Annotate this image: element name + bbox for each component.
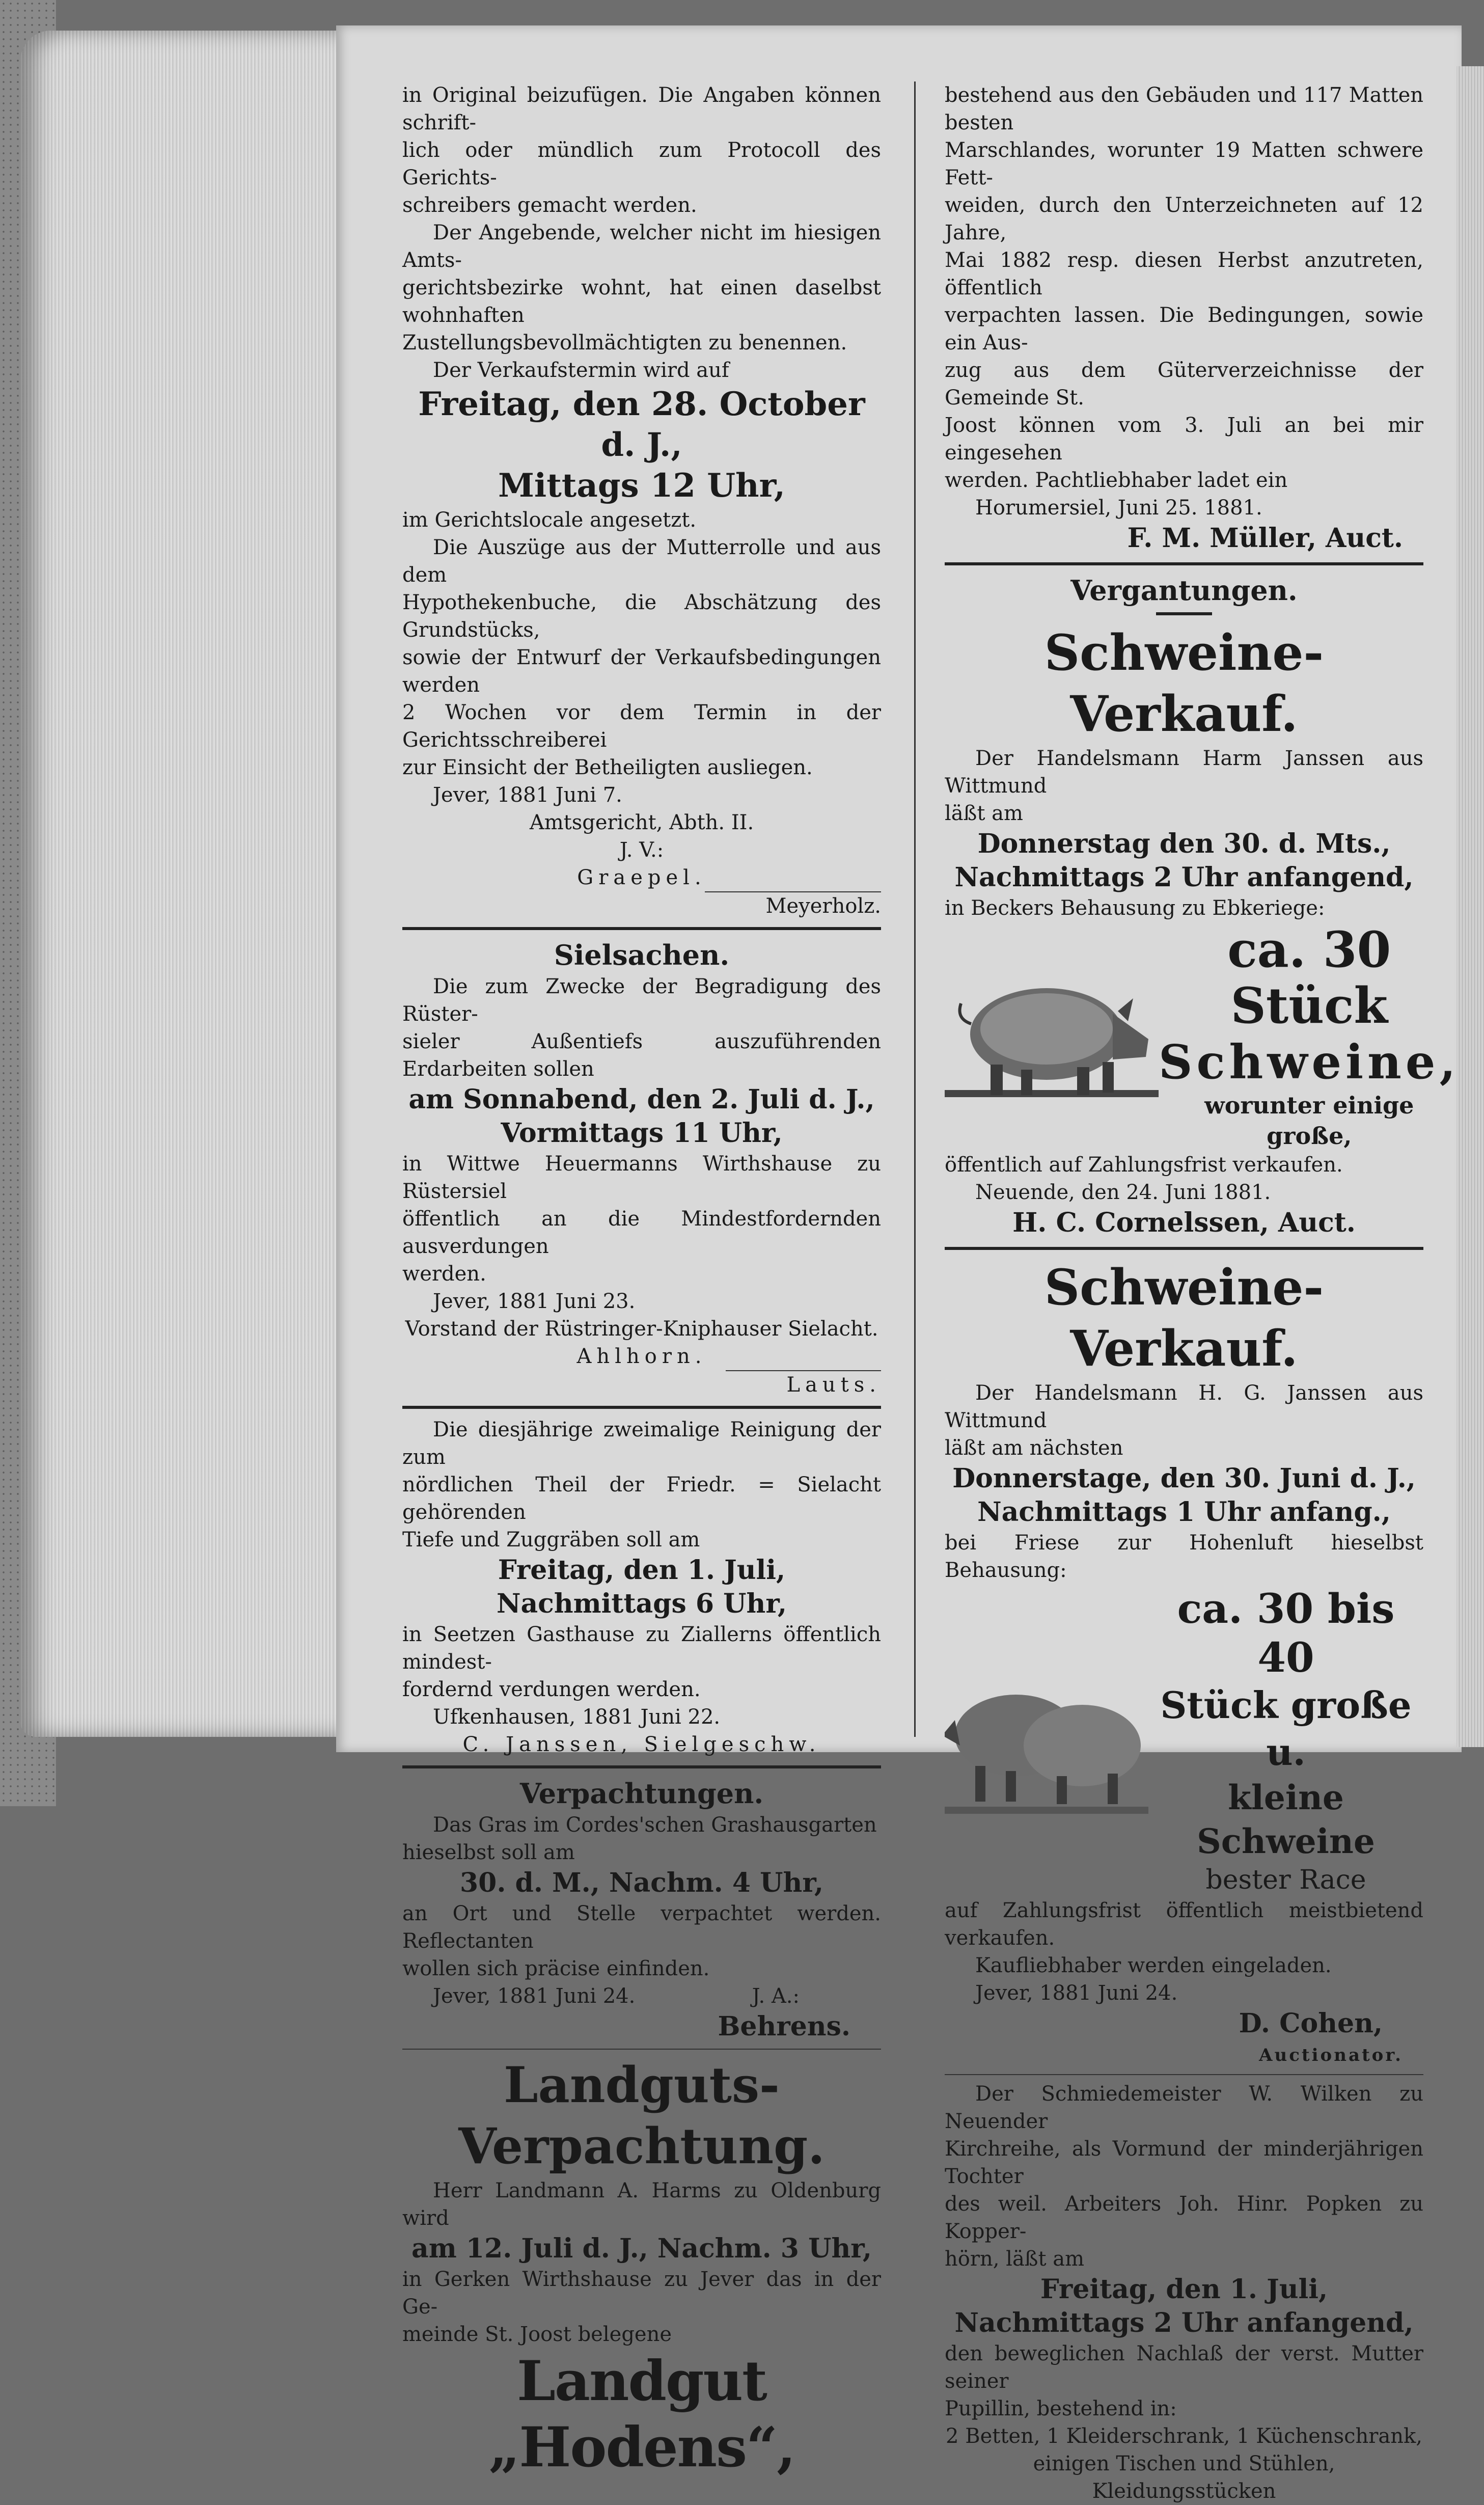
pig-ad-block — [945, 1584, 1423, 1897]
text-line: Die Auszüge aus der Mutterrolle und aus dem — [402, 536, 881, 587]
section-heading: Sielsachen. — [554, 939, 730, 971]
text-line: des weil. Arbeiters Joh. Hinr. Popken zu Kopper- — [945, 2192, 1423, 2243]
text-line: in Seetzen Gasthause zu Ziallerns öffentlich mindest- — [402, 1623, 881, 1674]
location-date: Jever, 1881 Juni 24. — [433, 1984, 636, 2008]
signature: Behrens. — [718, 2011, 850, 2042]
text-line: Marschlandes, worunter 19 Matten schwere Fett- — [945, 139, 1423, 189]
text-line: hörn, läßt am — [945, 2247, 1085, 2271]
pig-kind: Stück große u. — [1160, 1683, 1412, 1774]
text-line: an Ort und Stelle verpachtet werden. Reflectanten — [402, 1902, 881, 1953]
location-date: Jever, 1881 Juni 24. — [975, 1981, 1178, 2005]
divider — [402, 927, 881, 930]
pig-kind: Schweine, — [1159, 1034, 1460, 1090]
text-line: Zustellungsbevollmächtigten zu benennen. — [402, 331, 847, 355]
text-line: zug aus dem Güterverzeichnisse der Gemeinde St. — [945, 359, 1423, 410]
sale-time: Mittags 12 Uhr, — [498, 467, 785, 505]
text-line: in Original beizufügen. Die Angaben können schrift- — [402, 84, 881, 134]
text-line: Der Handelsmann Harm Janssen aus Wittmund — [945, 747, 1423, 798]
text-line: im Gerichtslocale angesetzt. — [402, 508, 697, 532]
text-line: 2 Wochen vor dem Termin in der Gerichtsschreiberei — [402, 701, 881, 752]
location-row — [402, 1982, 881, 2010]
event-date: am Sonnabend, den 2. Juli d. J., — [408, 1084, 875, 1115]
text-line: auf Zahlungsfrist öffentlich meistbietend verkaufen. — [945, 1899, 1423, 1950]
event-time: Nachmittags 2 Uhr anfangend, — [954, 2307, 1414, 2338]
section-heading: Verpachtungen. — [519, 1777, 764, 1810]
text-line: Hypothekenbuche, die Abschätzung des Grundstücks, — [402, 591, 881, 642]
text-line: einigen Tischen und Stühlen, Kleidungsstücken — [1033, 2452, 1335, 2503]
signature: F. M. Müller, Auct. — [1127, 523, 1403, 554]
text-line: meinde St. Joost belegene — [402, 2323, 672, 2346]
divider — [945, 562, 1423, 565]
location-date: Neuende, den 24. Juni 1881. — [975, 1181, 1271, 1204]
divider — [402, 1406, 881, 1409]
text-line: werden. Pachtliebhaber ladet ein — [945, 469, 1288, 492]
text-line: schreibers gemacht werden. — [402, 194, 697, 217]
signature: Ahlhorn. — [576, 1345, 707, 1368]
text-line: verpachten lassen. Die Bedingungen, sowie ein Aus- — [945, 304, 1423, 355]
text-line: Herr Landmann A. Harms zu Oldenburg wird — [402, 2179, 881, 2230]
signature: D. Cohen, — [1239, 2008, 1383, 2039]
left-column — [402, 81, 881, 2481]
ad-headline: Landguts-Verpachtung. — [458, 2056, 825, 2175]
column-divider — [914, 81, 916, 1737]
event-date: Donnerstage, den 30. Juni d. J., — [952, 1463, 1416, 1494]
pig-kind: kleine Schweine — [1197, 1778, 1375, 1861]
event-date: 30. d. M., Nachm. 4 Uhr, — [459, 1867, 824, 1898]
pig-ad-block — [945, 921, 1460, 1151]
text-line: wollen sich präcise einfinden. — [402, 1957, 710, 1980]
pig-count: ca. 30 Stück — [1227, 921, 1391, 1034]
text-line: bei Friese zur Hohenluft hieselbst Behausung: — [945, 1531, 1423, 1582]
text-line: Der Angebende, welcher nicht im hiesigen Amts- — [402, 221, 881, 272]
divider — [945, 1247, 1423, 1250]
location-date: Jever, 1881 Juni 23. — [433, 1290, 636, 1313]
divider — [402, 2049, 881, 2050]
text-line: lich oder mündlich zum Protocoll des Gerichts- — [402, 139, 881, 189]
location-date: Horumersiel, Juni 25. 1881. — [975, 496, 1262, 520]
text-line: sowie der Entwurf der Verkaufsbedingungen werden — [402, 646, 881, 697]
text-line: öffentlich auf Zahlungsfrist verkaufen. — [945, 1153, 1343, 1177]
text-line: Tiefe und Zuggräben soll am — [402, 1528, 700, 1551]
court-name: Amtsgericht, Abth. II. — [529, 811, 754, 834]
signature: Graepel. — [577, 866, 706, 889]
pig-count: ca. 30 bis 40 — [1177, 1585, 1395, 1681]
event-time: Nachmittags 1 Uhr anfang., — [977, 1496, 1391, 1528]
pig-note: worunter einige große, — [1204, 1092, 1414, 1150]
event-date: Freitag, den 1. Juli, — [498, 1555, 786, 1586]
text-line: gerichtsbezirke wohnt, hat einen daselbst wohnhaften — [402, 276, 881, 327]
right-column — [945, 81, 1460, 2505]
text-line: J. V.: — [619, 838, 664, 862]
auctioneer-title: Auctionator. — [1259, 2045, 1403, 2065]
signature-line — [402, 891, 881, 920]
text-line: sieler Außentiefs auszuführenden Erdarbeiten sollen — [402, 1030, 881, 1081]
book-page-edges — [20, 31, 346, 1737]
location-date: Jever, 1881 Juni 7. — [433, 783, 622, 807]
right-page-edges — [1456, 66, 1484, 1747]
divider — [1156, 612, 1212, 615]
event-date: Donnerstag den 30. d. Mts., — [977, 828, 1391, 859]
text-line: den beweglichen Nachlaß der verst. Mutter seiner — [945, 2342, 1423, 2393]
text-line: Die zum Zwecke der Begradigung des Rüster- — [402, 975, 881, 1026]
text-line: Kaufliebhaber werden eingeladen. — [975, 1954, 1332, 1977]
text-line: Joost können vom 3. Juli an bei mir eingesehen — [945, 414, 1423, 465]
text-line: öffentlich an die Mindestfordernden ausverdungen — [402, 1207, 881, 1258]
pig-note: bester Race — [1205, 1865, 1366, 1895]
text-line: in Wittwe Heuermanns Wirthshause zu Rüstersiel — [402, 1152, 881, 1203]
text-line: weiden, durch den Unterzeichneten auf 12 Jahre, — [945, 194, 1423, 244]
event-date: Freitag, den 1. Juli, — [1040, 2274, 1328, 2305]
signature: Lauts. — [726, 1370, 882, 1399]
text-line: J. A.: — [752, 1984, 800, 2008]
text-line: 2 Betten, 1 Kleiderschrank, 1 Küchenschrank, — [946, 2425, 1422, 2448]
pig-ad-text — [1159, 922, 1460, 1151]
pig-ad-text — [1148, 1584, 1423, 1897]
text-line: Pupillin, bestehend in: — [945, 2397, 1177, 2420]
text-line: zur Einsicht der Betheiligten ausliegen. — [402, 756, 813, 779]
section-heading: Vergantungen. — [1070, 574, 1298, 607]
text-line: läßt am — [945, 802, 1023, 825]
text-line: werden. — [402, 1262, 486, 1286]
ad-headline: Schweine-Verkauf. — [1044, 1259, 1324, 1377]
signature-line — [402, 1370, 881, 1399]
event-date: am 12. Juli d. J., Nachm. 3 Uhr, — [411, 2233, 872, 2264]
estate-name: Landgut „Hodens“, — [488, 2349, 795, 2480]
text-line: Die diesjährige zweimalige Reinigung der zum — [402, 1418, 881, 1469]
text-line: Der Schmiedemeister W. Wilken zu Neuender — [945, 2082, 1423, 2133]
event-time: Vormittags 11 Uhr, — [501, 1118, 783, 1149]
ad-headline: Schweine-Verkauf. — [1044, 624, 1324, 743]
sale-date: Freitag, den 28. October d. J., — [418, 385, 865, 464]
divider — [945, 2074, 1423, 2075]
text-line: Kirchreihe, als Vormund der minderjährigen Tochter — [945, 2137, 1423, 2188]
signature: Meyerholz. — [705, 891, 881, 920]
text-line: in Gerken Wirthshause zu Jever das in der Ge- — [402, 2268, 881, 2319]
organization: Vorstand der Rüstringer-Kniphauser Sielacht. — [405, 1317, 878, 1341]
text-line: Der Verkaufstermin wird auf — [433, 359, 729, 382]
event-time: Nachmittags 2 Uhr anfangend, — [954, 862, 1414, 893]
text-line: fordernd verdungen werden. — [402, 1678, 701, 1701]
text-line: Das Gras im Cordes'schen Grashausgarten — [433, 1813, 877, 1837]
text-line: hieselbst soll am — [402, 1841, 575, 1864]
divider — [402, 1765, 881, 1768]
text-line: Der Handelsmann H. G. Janssen aus Wittmund — [945, 1381, 1423, 1432]
signature: C. Janssen, Sielgeschw. — [462, 1733, 821, 1756]
pig-illustration — [945, 963, 1159, 1110]
text-line: Mai 1882 resp. diesen Herbst anzutreten, öffentlich — [945, 249, 1423, 299]
event-time: Nachmittags 6 Uhr, — [496, 1588, 787, 1619]
text-line: bestehend aus den Gebäuden und 117 Matten besten — [945, 84, 1423, 134]
location-date: Ufkenhausen, 1881 Juni 22. — [433, 1705, 721, 1729]
text-line: nördlichen Theil der Friedr. = Sielacht gehörenden — [402, 1473, 881, 1524]
pig-illustration — [945, 1659, 1148, 1822]
auctioneer-title — [945, 2040, 1423, 2069]
signature: H. C. Cornelssen, Auct. — [1012, 1207, 1356, 1238]
text-line: in Beckers Behausung zu Ebkeriege: — [945, 896, 1325, 920]
text-line: läßt am nächsten — [945, 1436, 1123, 1460]
